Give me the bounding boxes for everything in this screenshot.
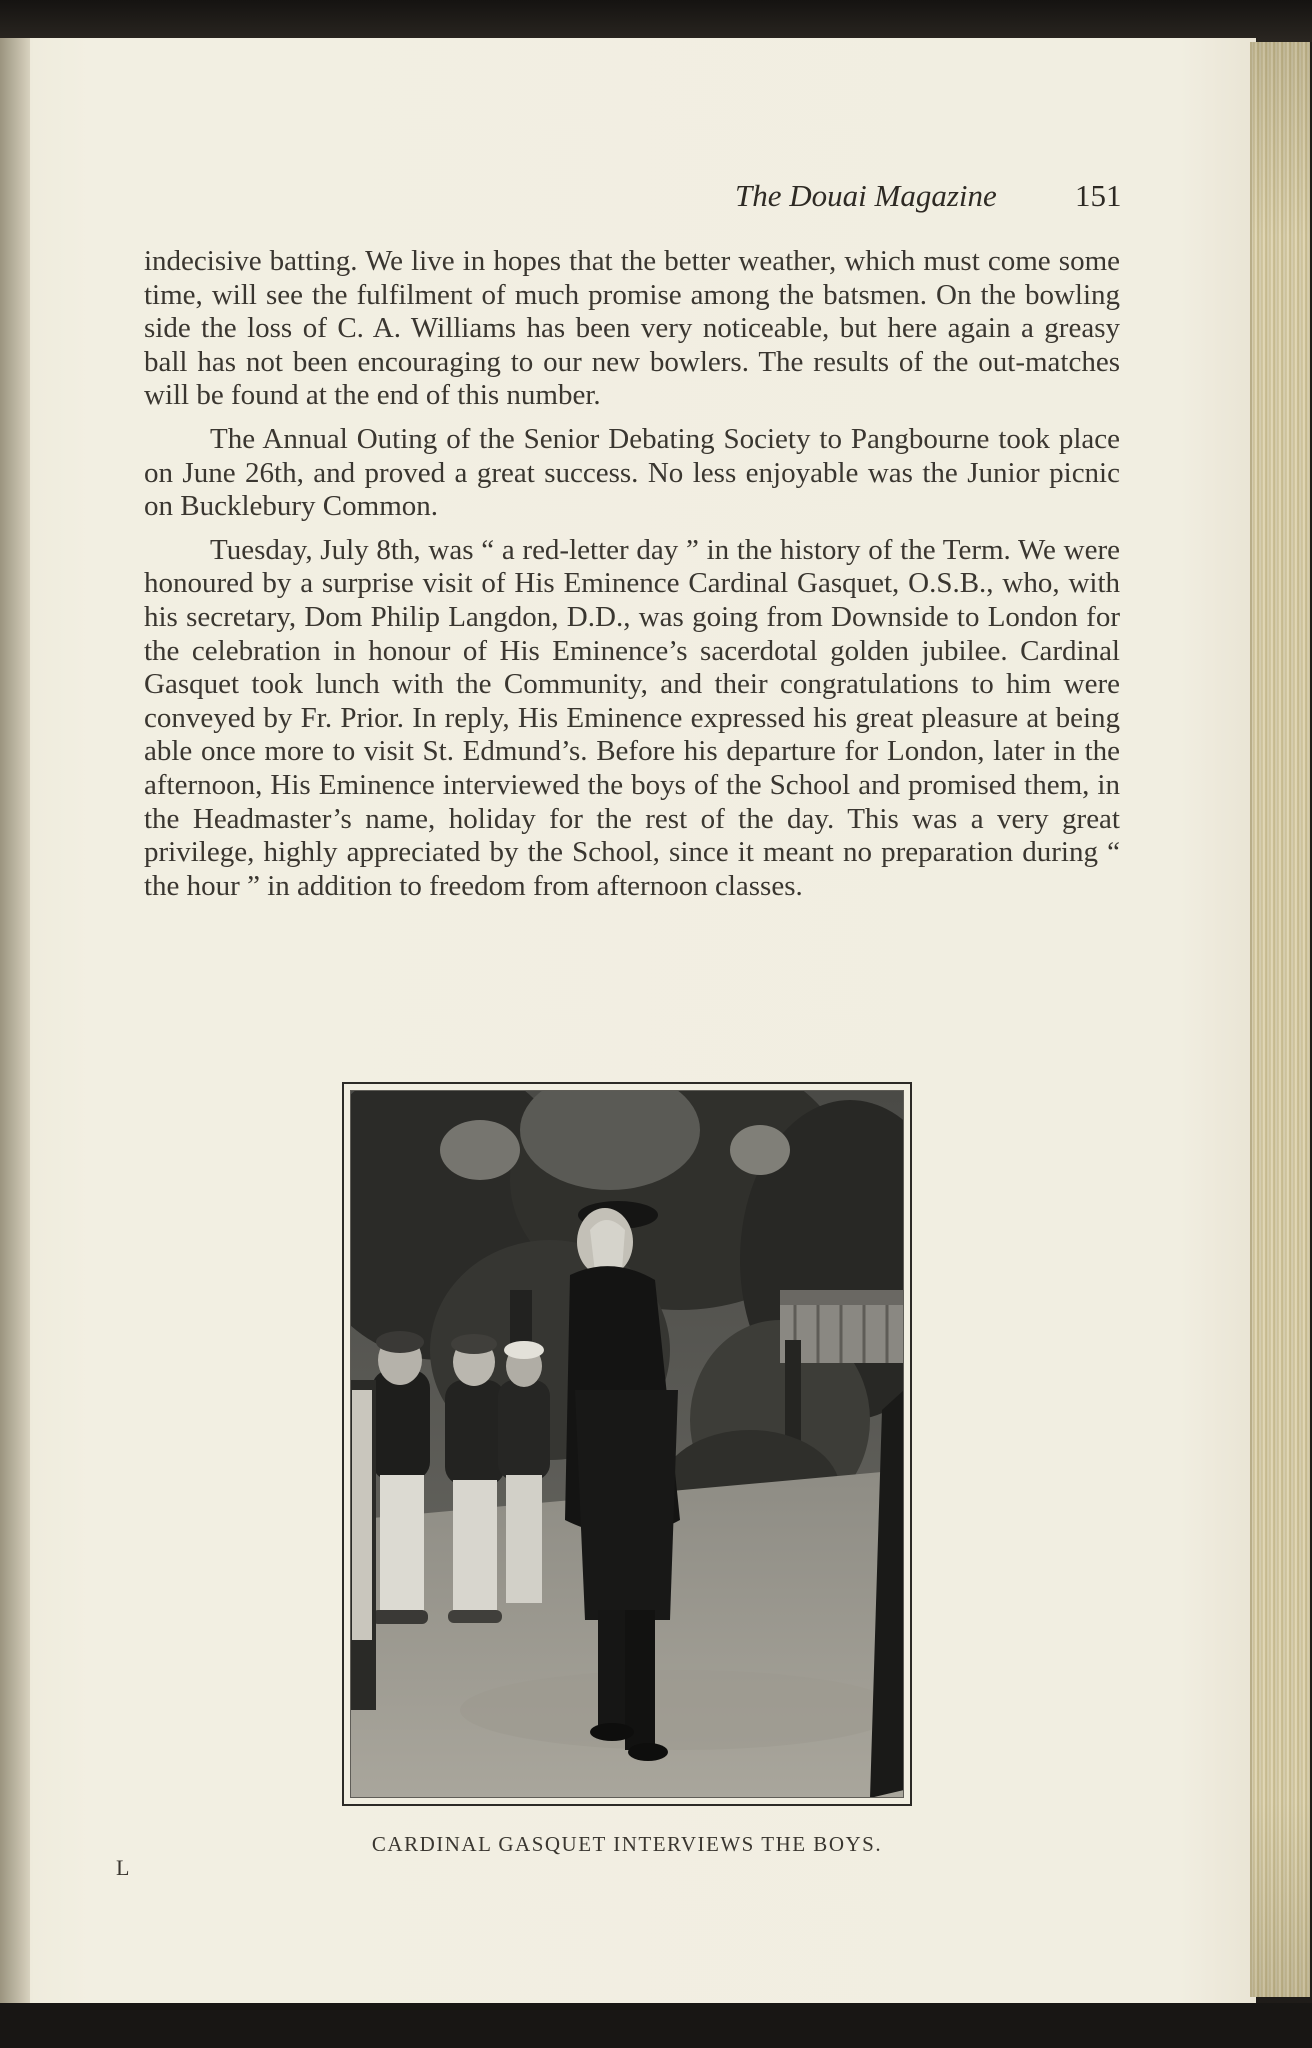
photograph	[342, 1082, 912, 1806]
journal-title: The Douai Magazine	[735, 178, 997, 213]
page-number: 151	[1075, 178, 1122, 213]
paragraph-cricket: indecisive batting. We live in hopes that the better weather, which must come some time, will see the fulfilment of much promise among the batsmen. On the bowling side the loss of C. A. Williams has been very noticeable, but here again a greasy ball has not been encouraging to our new bowlers. The results of the out-matches will be found at the end of this number.	[144, 245, 1120, 412]
paragraph-outing: The Annual Outing of the Senior Debating Society to Pangbourne took place on June 26th, and proved a great success. No less enjoyable was the Junior picnic on Bucklebury Common.	[144, 422, 1120, 523]
page-edges	[1250, 42, 1310, 1997]
scan-background-bottom	[0, 2003, 1312, 2048]
paragraph-cardinal-visit: Tuesday, July 8th, was “ a red-letter day ” in the history of the Term. We were honoured by a surprise visit of His Eminence Cardinal Gasquet, O.S.B., who, with his secretary, Dom Philip Langdon, D.D., was going from Downside to London for the celebration in honour of His Eminence’s sacerdotal golden jubilee. Cardinal Gasquet took lunch with the Community, and their congratulations to him were conveyed by Fr. Prior. In reply, His Eminence expressed his great pleasure at being able once more to visit St. Edmund’s. Before his departure for London, later in the afternoon, His Eminence interviewed the boys of the School and promised them, in the Headmaster’s name, holiday for the rest of the day. This was a very great privilege, highly appreciated by the School, since it meant no preparation during “ the hour ” in addition to freedom from afternoon classes.	[144, 533, 1120, 902]
article-body	[144, 245, 1120, 913]
photo-caption: CARDINAL GASQUET INTERVIEWS THE BOYS.	[371, 1832, 883, 1856]
scan-background-top	[0, 0, 1312, 42]
signature-mark: L	[116, 1855, 130, 1880]
running-header	[720, 178, 1120, 224]
photo-cardinal-and-boys	[350, 1090, 904, 1798]
page-gutter-shadow	[0, 38, 30, 2003]
